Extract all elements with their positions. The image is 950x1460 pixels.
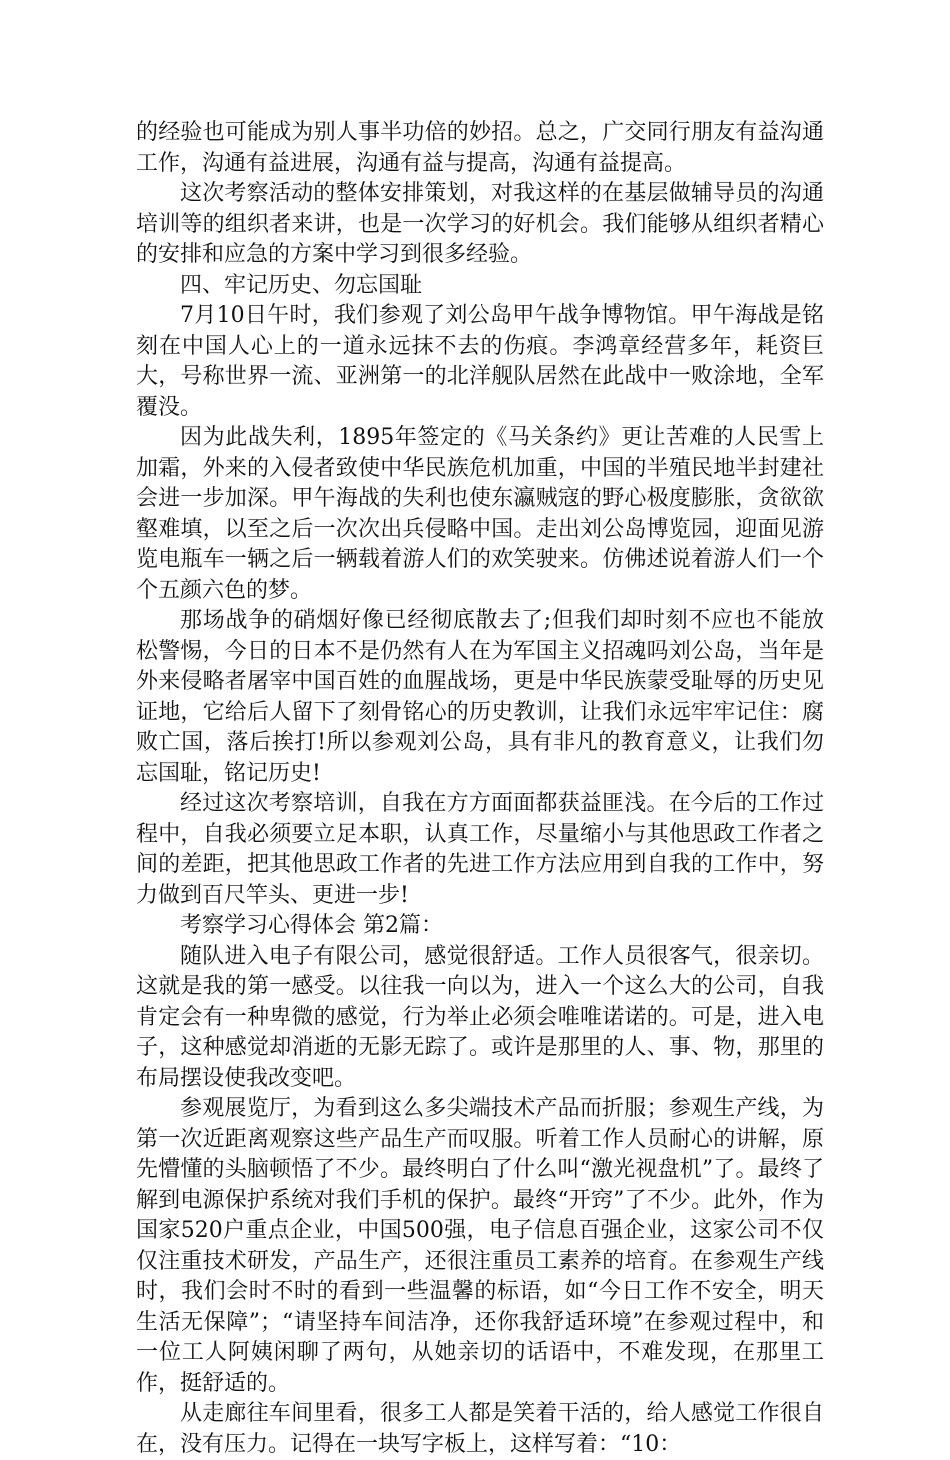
paragraph-5: 那场战争的硝烟好像已经彻底散去了;但我们却时刻不应也不能放松警惕，今日的日本不是仍然有人在为军国主义招魂吗刘公岛，当年是外来侵略者屠宰中国百姓的血腥战场，更是中华民族蒙受耻辱的历史见证地，它给后人留下了刻骨铭心的历史教训，让我们永远牢牢记住：腐败亡国，落后挨打!所以参观刘公岛，具有非凡的教育意义，让我们勿忘国耻，铭记历史!: [136, 608, 824, 786]
document-body: [136, 118, 824, 1460]
paragraph-9: 从走廊往车间里看，很多工人都是笑着干活的，给人感觉工作很自在，没有压力。记得在一块写字板上，这样写着：“10：: [136, 1401, 824, 1457]
paragraph-6: 经过这次考察培训，自我在方方面面都获益匪浅。在今后的工作过程中，自我必须要立足本职，认真工作，尽量缩小与其他思政工作者之间的差距，把其他思政工作者的先进工作方法应用到自我的工作中，努力做到百尺竿头、更进一步!: [136, 791, 824, 908]
article-2-heading: 考察学习心得体会 第2篇：: [180, 913, 443, 938]
section-heading-4: 四、牢记历史、勿忘国耻: [180, 272, 423, 298]
paragraph-8: 参观展览厅，为看到这么多尖端技术产品而折服；参观生产线，为第一次近距离观察这些产品生产而叹服。听着工作人员耐心的讲解，原先懵懂的头脑顿悟了不少。最终明白了什么叫“激光视盘机”了。最终了解到电源保护系统对我们手机的保护。最终“开窍”了不少。此外，作为国家520户重点企业，中国500强，电子信息百强企业，这家公司不仅仅注重技术研发，产品生产，还很注重员工素养的培育。在参观生产线时，我们会时不时的看到一些温馨的标语，如“今日工作不安全，明天生活无保障”；“请坚持车间洁净，还你我舒适环境”在参观过程中，和一位工人阿姨闲聊了两句，从她亲切的话语中，不难发现，在那里工作，挺舒适的。: [136, 1096, 824, 1396]
paragraph-1: 的经验也可能成为别人事半功倍的妙招。总之，广交同行朋友有益沟通工作，沟通有益进展，沟通有益与提高，沟通有益提高。: [136, 120, 824, 176]
paragraph-3: 7月10日午时，我们参观了刘公岛甲午战争博物馆。甲午海战是铭刻在中国人心上的一道永远抹不去的伤痕。李鸿章经营多年，耗资巨大，号称世界一流、亚洲第一的北洋舰队居然在此战中一败涂地，全军覆没。: [136, 303, 824, 420]
paragraph-4: 因为此战失利，1895年签定的《马关条约》更让苦难的人民雪上加霜，外来的入侵者致使中华民族危机加重，中国的半殖民地半封建社会进一步加深。甲午海战的失利也使东瀛贼寇的野心极度膨胀，贪欲欲壑难填，以至之后一次次出兵侵略中国。走出刘公岛博览园，迎面见游览电瓶车一辆之后一辆载着游人们的欢笑驶来。仿佛述说着游人们一个个五颜六色的梦。: [136, 425, 824, 603]
paragraph-7: 随队进入电子有限公司，感觉很舒适。工作人员很客气，很亲切。这就是我的第一感受。以往我一向以为，进入一个这么大的公司，自我肯定会有一种卑微的感觉，行为举止必须会唯唯诺诺的。可是，进入电子，这种感觉却消逝的无影无踪了。或许是那里的人、事、物，那里的布局摆设使我改变吧。: [136, 943, 824, 1091]
paragraph-2: 这次考察活动的整体安排策划，对我这样的在基层做辅导员的沟通培训等的组织者来讲，也是一次学习的好机会。我们能够从组织者精心的安排和应急的方案中学习到很多经验。: [136, 181, 824, 267]
